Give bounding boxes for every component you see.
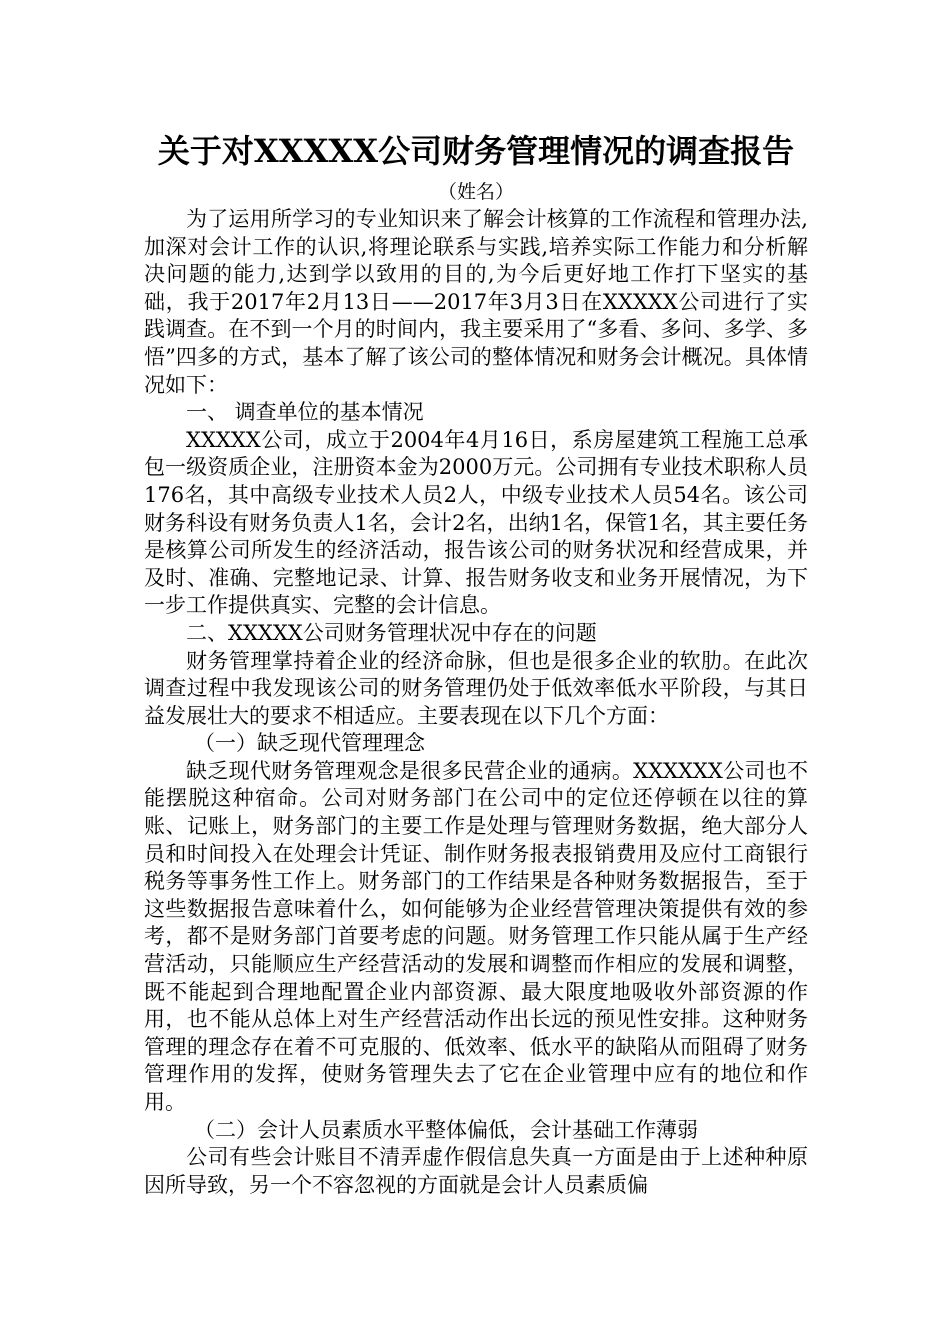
management-concept-paragraph: 缺乏现代财务管理观念是很多民营企业的通病。XXXXXX公司也不能摆脱这种宿命。公司对财务部门在公司中的定位还停顿在以往的算账、记账上，财务部门的主要工作是处理与管理财务数据，绝大部分人员和时间投入在处理会计凭证、制作财务报表报销费用及应付工商银行税务等事务性工作上。财务部门的工作结果是各种财务数据报告，至于这些数据报告意味着什么，如何能够为企业经营管理决策提供有效的参考，都不是财务部门首要考虑的问题。财务管理工作只能从属于生产经营活动，只能顺应生产经营活动的发展和调整而作相应的发展和调整，既不能起到合理地配置企业内部资源、最大限度地吸收外部资源的作用，也不能从总体上对生产经营活动作出长远的预见性安排。这种财务管理的理念存在着不可克服的、低效率、低水平的缺陷从而阻碍了财务管理作用的发挥，使财务管理失去了它在企业管理中应有的地位和作用。 [144, 758, 808, 1114]
subsection-heading-1: （一）缺乏现代管理理念 [194, 731, 425, 756]
author-name: （姓名） [437, 181, 514, 203]
section-heading-2: 二、XXXXX公司财务管理状况中存在的问题 [186, 620, 597, 645]
intro-paragraph: 为了运用所学习的专业知识来了解会计核算的工作流程和管理办法,加深对会计工作的认识,将理论联系与实践,培养实际工作能力和分析解决问题的能力,达到学以致用的目的,为今后更好地工作打下坚实的基础，我于2017年2月13日——2017年3月3日在XXXXX公司进行了实践调查。在不到一个月的时间内，我主要采用了“多看、多问、多学、多悟”四多的方式，基本了解了该公司的整体情况和财务会计概况。具体情况如下： [144, 207, 808, 397]
section-heading-1: 一、 调查单位的基本情况 [186, 400, 424, 425]
company-info-paragraph: XXXXX公司，成立于2004年4月16日，系房屋建筑工程施工总承包一级资质企业，注册资本金为2000万元。公司拥有专业技术职称人员176名，其中高级专业技术人员2人，中级专业技术人员54名。该公司财务科设有财务负责人1名，会计2名，出纳1名，保管1名，其主要任务是核算公司所发生的经济活动，报告该公司的财务状况和经营成果，并及时、准确、完整地记录、计算、报告财务收支和业务开展情况，为下一步工作提供真实、完整的会计信息。 [144, 427, 808, 618]
staff-quality-paragraph: 公司有些会计账目不清弄虚作假信息失真一方面是由于上述种种原因所导致，另一个不容忽视的方面就是会计人员素质偏 [144, 1145, 808, 1197]
problems-intro-paragraph: 财务管理掌持着企业的经济命脉，但也是很多企业的软肋。在此次调查过程中我发现该公司的财务管理仍处于低效率低水平阶段，与其日益发展壮大的要求不相适应。主要表现在以下几个方面： [144, 648, 808, 728]
document-body [144, 127, 808, 1199]
subsection-heading-2: （二）会计人员素质水平整体偏低，会计基础工作薄弱 [194, 1117, 698, 1142]
document-title: 关于对XXXXX公司财务管理情况的调查报告 [157, 132, 795, 170]
